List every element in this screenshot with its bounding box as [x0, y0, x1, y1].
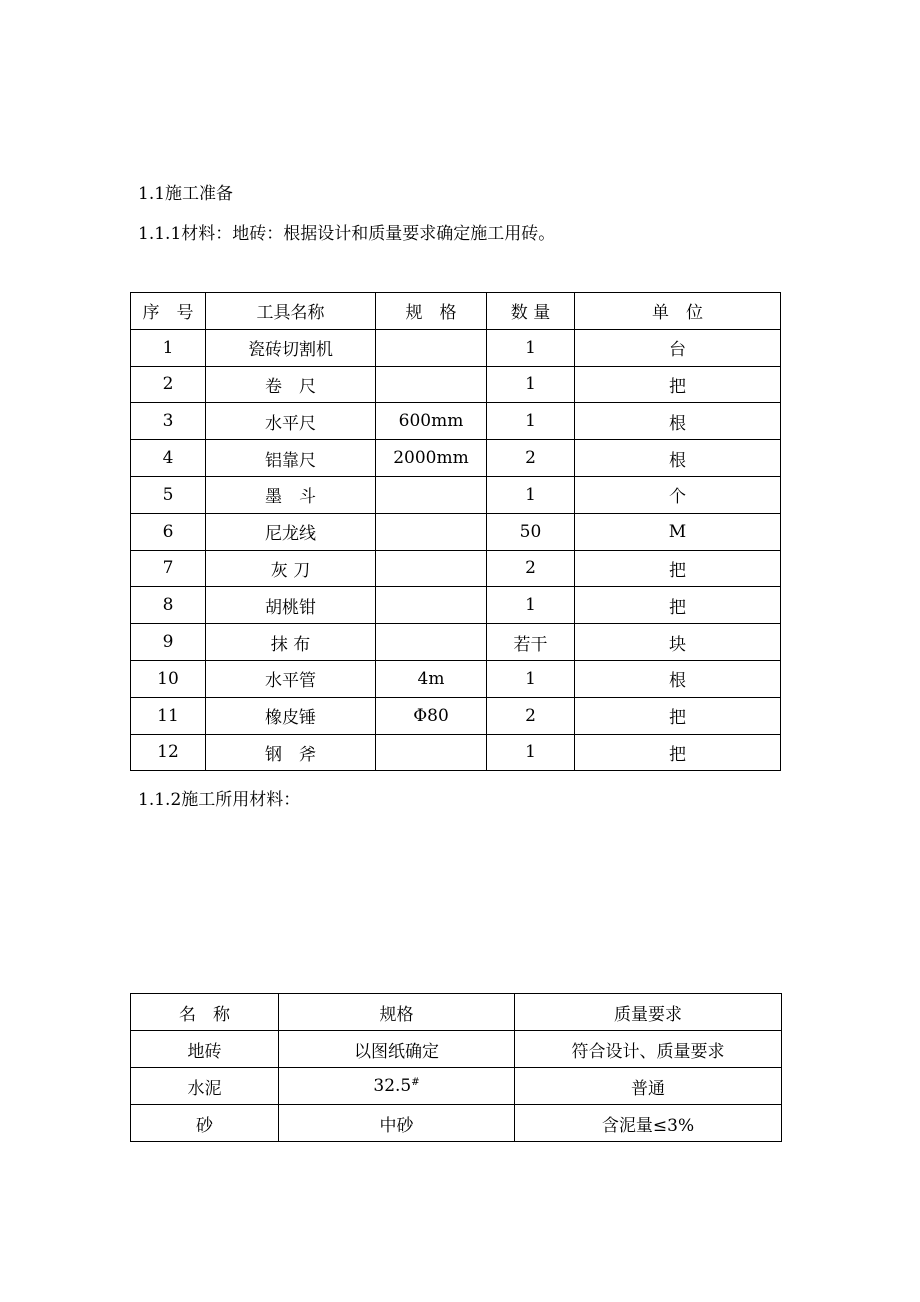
table-row — [131, 734, 781, 771]
cell-tool-name: 墨 斗 — [206, 476, 376, 513]
cell-spec — [376, 513, 487, 550]
cell-quantity: 1 — [487, 660, 575, 697]
cell-index: 4 — [131, 440, 206, 477]
cell-unit: 根 — [575, 403, 781, 440]
cell-unit: M — [575, 513, 781, 550]
table-row — [131, 550, 781, 587]
cell-spec: 600mm — [376, 403, 487, 440]
cell-index: 10 — [131, 660, 206, 697]
cell-spec — [376, 734, 487, 771]
cell-unit: 根 — [575, 440, 781, 477]
cell-spec — [376, 366, 487, 403]
cell-unit: 把 — [575, 697, 781, 734]
cell-tool-name: 尼龙线 — [206, 513, 376, 550]
cell-tool-name: 瓷砖切割机 — [206, 329, 376, 366]
cell-tool-name: 水平管 — [206, 660, 376, 697]
header-cell-quality: 质量要求 — [515, 994, 782, 1031]
cell-spec — [376, 587, 487, 624]
cell-index: 2 — [131, 366, 206, 403]
cell-tool-name: 卷 尺 — [206, 366, 376, 403]
cement-grade-mark: # — [411, 1077, 420, 1088]
cell-unit: 把 — [575, 366, 781, 403]
cell-unit: 根 — [575, 660, 781, 697]
cell-material-name: 地砖 — [131, 1031, 279, 1068]
cell-unit: 把 — [575, 550, 781, 587]
cell-quality: 普通 — [515, 1068, 782, 1105]
table-row — [131, 440, 781, 477]
cell-unit: 把 — [575, 587, 781, 624]
cell-spec: 以图纸确定 — [279, 1031, 515, 1068]
cell-quality: 符合设计、质量要求 — [515, 1031, 782, 1068]
table-row — [131, 329, 781, 366]
cement-grade-value: 32.5 — [373, 1076, 412, 1096]
header-cell-unit: 单 位 — [575, 293, 781, 330]
tools-heading: 1.1.1材料：地砖：根据设计和质量要求确定施工用砖。 — [138, 224, 556, 244]
table-row — [131, 1031, 782, 1068]
table-row — [131, 403, 781, 440]
cell-index: 8 — [131, 587, 206, 624]
cell-spec — [376, 476, 487, 513]
cell-index: 11 — [131, 697, 206, 734]
header-cell-quantity: 数 量 — [487, 293, 575, 330]
cell-spec — [376, 624, 487, 661]
cell-index: 12 — [131, 734, 206, 771]
header-cell-material-name: 名 称 — [131, 994, 279, 1031]
materials-table — [130, 993, 782, 1142]
cell-material-name: 水泥 — [131, 1068, 279, 1105]
cell-quantity: 1 — [487, 476, 575, 513]
cell-quantity: 1 — [487, 734, 575, 771]
table-row — [131, 366, 781, 403]
cell-spec — [376, 550, 487, 587]
cell-quantity: 1 — [487, 587, 575, 624]
table-header-row — [131, 994, 782, 1031]
cell-unit: 台 — [575, 329, 781, 366]
cell-quantity: 1 — [487, 403, 575, 440]
cell-tool-name: 铝靠尺 — [206, 440, 376, 477]
cell-tool-name: 胡桃钳 — [206, 587, 376, 624]
cell-spec: 中砂 — [279, 1105, 515, 1142]
header-cell-tool-name: 工具名称 — [206, 293, 376, 330]
cell-tool-name: 灰 刀 — [206, 550, 376, 587]
cell-tool-name: 抹 布 — [206, 624, 376, 661]
cell-quantity: 2 — [487, 440, 575, 477]
table-header-row — [131, 293, 781, 330]
tools-table — [130, 292, 781, 771]
cell-index: 7 — [131, 550, 206, 587]
header-cell-spec: 规 格 — [376, 293, 487, 330]
cell-quantity: 1 — [487, 329, 575, 366]
table-row — [131, 1105, 782, 1142]
table-row — [131, 587, 781, 624]
cell-spec: Φ80 — [376, 697, 487, 734]
cell-unit: 把 — [575, 734, 781, 771]
cell-quantity: 2 — [487, 550, 575, 587]
cell-index: 9 — [131, 624, 206, 661]
table-row — [131, 697, 781, 734]
header-cell-index: 序 号 — [131, 293, 206, 330]
materials-heading: 1.1.2施工所用材料： — [138, 790, 301, 810]
header-cell-spec: 规格 — [279, 994, 515, 1031]
section-heading: 1.1施工准备 — [138, 184, 234, 204]
cell-quantity: 1 — [487, 366, 575, 403]
cell-spec: 2000mm — [376, 440, 487, 477]
cell-index: 5 — [131, 476, 206, 513]
cell-material-name: 砂 — [131, 1105, 279, 1142]
table-row — [131, 476, 781, 513]
cell-index: 1 — [131, 329, 206, 366]
table-row — [131, 513, 781, 550]
table-row — [131, 1068, 782, 1105]
cell-quantity: 50 — [487, 513, 575, 550]
cell-index: 6 — [131, 513, 206, 550]
cell-quality: 含泥量≤3% — [515, 1105, 782, 1142]
cell-spec — [376, 329, 487, 366]
cell-unit: 块 — [575, 624, 781, 661]
cell-tool-name: 钢 斧 — [206, 734, 376, 771]
cell-spec — [279, 1068, 515, 1105]
table-row — [131, 624, 781, 661]
cell-tool-name: 水平尺 — [206, 403, 376, 440]
cell-quantity: 若干 — [487, 624, 575, 661]
cell-quantity: 2 — [487, 697, 575, 734]
table-row — [131, 660, 781, 697]
cell-index: 3 — [131, 403, 206, 440]
cell-unit: 个 — [575, 476, 781, 513]
cell-tool-name: 橡皮锤 — [206, 697, 376, 734]
cell-spec: 4m — [376, 660, 487, 697]
